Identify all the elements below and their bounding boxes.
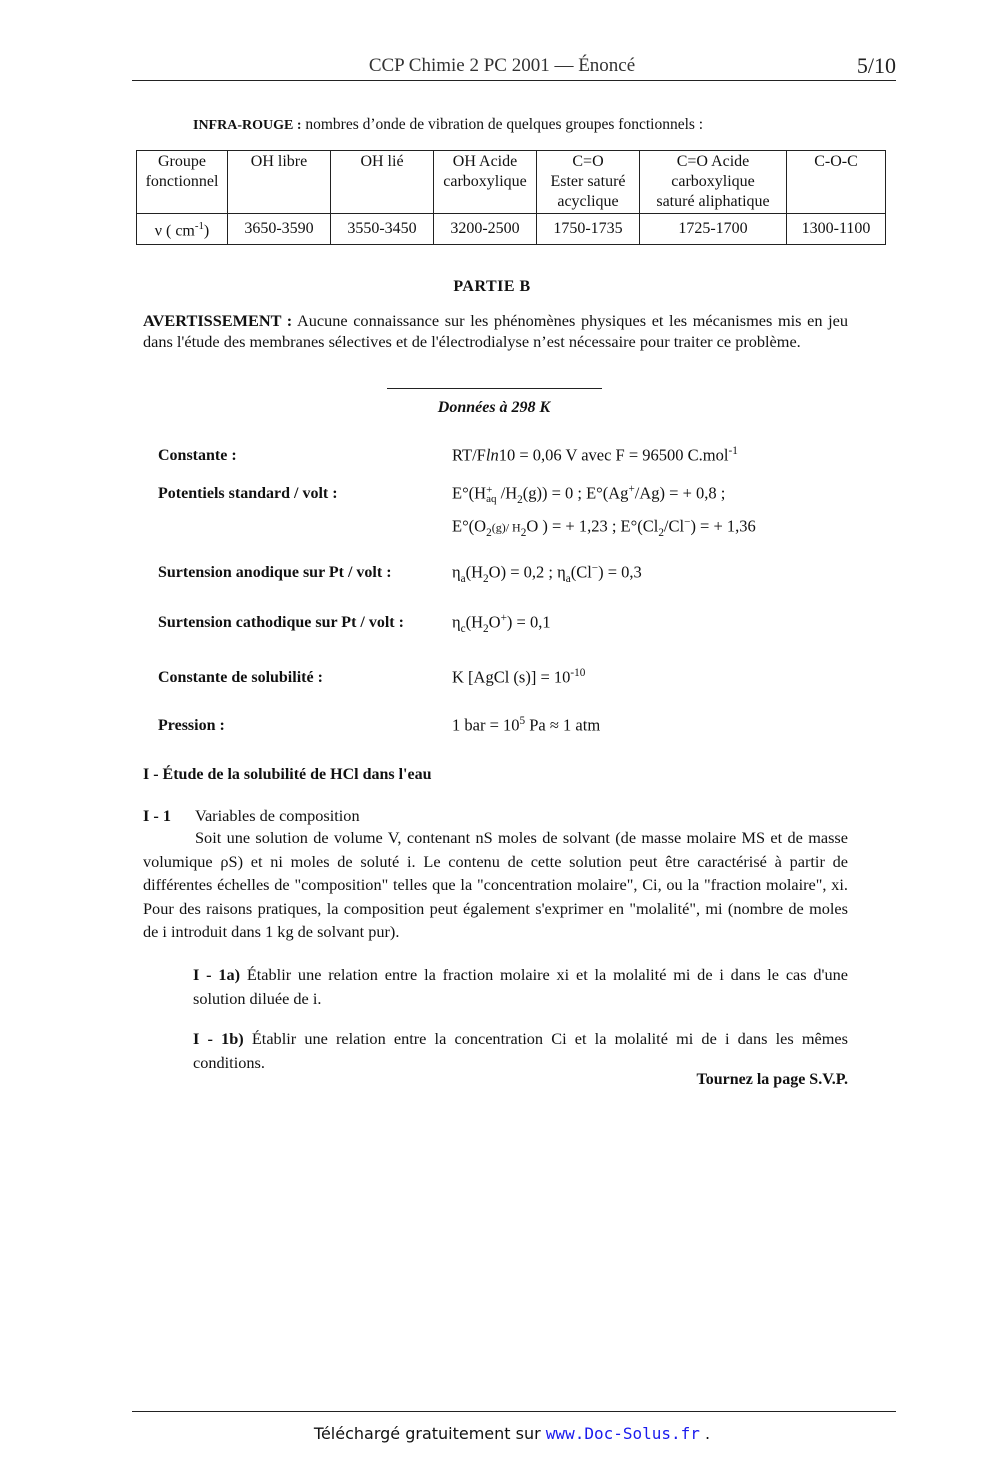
potentiels-label: Potentiels standard / volt : — [158, 485, 338, 502]
infrarouge-text: nombres d’onde de vibration de quelques groupes fonctionnels : — [301, 116, 704, 133]
pression-label: Pression : — [158, 717, 225, 734]
infrarouge-label: INFRA-ROUGE : — [193, 118, 302, 133]
surtension-anodique-value: $\eta_a(H_2O) = 0,2$ ; $\eta_a(Cl^-) = 0,3$ — [452, 562, 642, 585]
footer-rule — [132, 1411, 896, 1412]
subsection-title: Variables de composition — [195, 806, 360, 825]
footer-end: . — [699, 1424, 711, 1443]
table-row — [137, 214, 886, 245]
intro-paragraph: Soit une solution de volume V, contenant nS moles de solvant (de masse molaire MS et de masse volumique ρS) et ni moles de soluté i. Le contenu de cette solution peut être caractérisé à partir de différentes échelles de "composition" telles que la "concentration molaire", Ci, ou la "fraction molaire", xi. Pour des raisons pratiques, la composition peut également s'exprimer en "molalité", mi (nombre de moles de i introduit dans 1 kg de solvant pur). — [143, 828, 848, 941]
table-cell: 1300-1100 — [787, 214, 886, 245]
page-number: 5/10 — [856, 53, 896, 78]
partie-b-title: PARTIE B — [453, 278, 531, 295]
solubilite-label: Constante de solubilité : — [158, 669, 323, 686]
constante-label: Constante : — [158, 447, 237, 464]
question-1a — [193, 963, 848, 1010]
table-cell: 1750-1735 — [537, 214, 640, 245]
question-label: I - 1a) — [193, 965, 241, 984]
solubilite-value: K [AgCl $(s)] = 10^{-10}$ — [452, 667, 586, 687]
surtension-cathodique-label: Surtension cathodique sur Pt / volt : — [158, 614, 404, 631]
question-text: Établir une relation entre la fraction molaire xi et la molalité mi de i dans le cas d'une solution diluée de i. — [193, 965, 848, 1008]
footer-link[interactable]: www.Doc-Solus.fr — [545, 1424, 700, 1443]
subsection-heading — [143, 806, 360, 826]
constante-value: RT/Fln10 = 0,06 V avec F = 96500 C.mol$^{-1}$ — [452, 445, 738, 465]
table-cell: 1725-1700 — [640, 214, 787, 245]
surtension-anodique-label: Surtension anodique sur Pt / volt : — [158, 564, 392, 581]
header-rule — [132, 80, 896, 81]
infrarouge-intro — [193, 116, 703, 134]
header-title: CCP Chimie 2 PC 2001 — Énoncé — [368, 55, 636, 76]
avertissement-label: AVERTISSEMENT : — [143, 311, 293, 330]
question-1b — [193, 1027, 848, 1074]
table-header-cell: Groupe fonctionnel — [137, 151, 228, 214]
footer-text: Téléchargé gratuitement sur — [313, 1424, 546, 1443]
surtension-cathodique-value: $\eta_c(H_2O^+) = 0,1$ — [452, 612, 551, 635]
infrarouge-table — [136, 150, 886, 245]
avertissement — [143, 310, 848, 352]
table-header-cell: OH libre — [228, 151, 331, 214]
potentiels-line-2: $E^\circ(O_2(g)/$ $H_2O$ ) = + 1,23 ; $E^\circ(Cl_2/Cl^-)$ = + 1,36 — [452, 516, 756, 539]
donnees-title: Données à 298 K — [437, 399, 551, 416]
table-header-cell: C-O-C — [787, 151, 886, 214]
footer — [0, 1424, 1004, 1443]
table-header-cell: OH Acide carboxylique — [434, 151, 537, 214]
potentiels-line-1: E°(H+ aq $/H_2(g)) = 0$ ; E°(Ag+/Ag) = + 0,8 ; — [452, 483, 726, 506]
table-header-row — [137, 151, 886, 214]
question-label: I - 1b) — [193, 1029, 244, 1048]
table-header-cell: C=O Ester saturé acyclique — [537, 151, 640, 214]
table-header-cell: OH lié — [331, 151, 434, 214]
avertissement-text: Aucune connaissance sur les phénomènes physiques et les mécanismes mis en jeu dans l'étude des membranes sélectives et de l'électrodialyse n’est nécessaire pour traiter ce problème. — [143, 311, 848, 351]
table-cell: 3650-3590 — [228, 214, 331, 245]
pression-value: 1 bar = $10^5$ Pa ≈ 1 atm — [452, 715, 601, 735]
table-cell-nu: ν ( $cm^{-1}$) — [137, 214, 228, 245]
question-text: Établir une relation entre la concentration Ci et la molalité mi de i dans les mêmes conditions. — [193, 1029, 848, 1072]
section-title: I - Étude de la solubilité de HCl dans l'eau — [143, 766, 432, 783]
turn-page-note: Tournez la page S.V.P. — [696, 1071, 848, 1088]
table-cell: 3200-2500 — [434, 214, 537, 245]
donnees-rule — [387, 388, 602, 389]
subsection-number: I - 1 — [143, 806, 172, 825]
table-header-cell: C=O Acide carboxylique saturé aliphatique — [640, 151, 787, 214]
table-cell: 3550-3450 — [331, 214, 434, 245]
